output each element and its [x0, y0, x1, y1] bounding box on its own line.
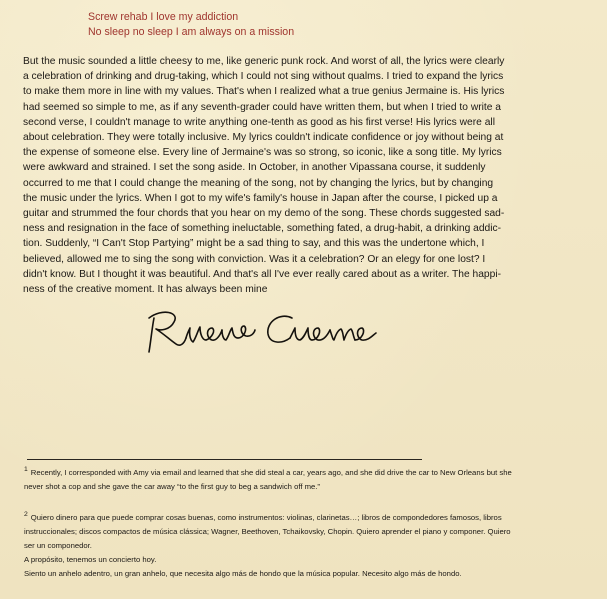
footnote-number: 2 — [24, 511, 28, 519]
footnote-text: Recently, I corresponded with Amy via email and learned that she did steal a car, years ago, and she did drive the car to New Orleans but she — [30, 468, 512, 477]
body-line: to make them more in line with my values. That's when I realized what a true genius Jermaine is. His lyrics — [23, 86, 505, 98]
body-paragraph — [23, 54, 598, 297]
body-line: ness and resignation in the face of something ineluctable, something fated, a drug-habit, a drinking addic- — [23, 223, 502, 235]
body-line: tion. Suddenly, “I Can't Stop Partying” might be a sad thing to say, and this was the undertone which, I — [23, 238, 485, 250]
footnote-line: ser un componedor. — [24, 541, 92, 550]
body-line: guitar and strummed the four chords that you hear on my demo of the song. These chords suggested sad- — [23, 208, 505, 220]
footnote-line: never shot a cop and she gave the car away “to the first guy to beg a sandwich off me.” — [24, 482, 320, 491]
footnote-line — [24, 466, 599, 480]
body-line: believed, allowed me to sing the song with conviction. Was it a celebration? Or an elegy for one lost? I — [23, 253, 486, 265]
footnote-line: Siento un anhelo adentro, un gran anhelo, que necesita algo más de hondo que la música popular. Necesito algo más de hondo. — [24, 569, 462, 578]
footnote-line — [24, 511, 599, 525]
body-line: second verse, I couldn't manage to write anything one-tenth as good as his first verse! His lyrics were all — [23, 116, 495, 128]
body-line: occurred to me that I could change the meaning of the song, not by changing the lyrics, but by changing — [23, 177, 494, 189]
body-line: had seemed so simple to me, as if any seventh-grader could have written them, but when I tried to write a — [23, 101, 502, 113]
handwritten-signature — [140, 300, 415, 360]
footnote-line: A propósito, tenemos un concierto hoy. — [24, 555, 157, 564]
body-line: were awkward and strained. I set the song aside. In October, in another Vipassana course, it suddenly — [23, 162, 486, 174]
lyrics-quote — [88, 10, 294, 40]
body-line: a celebration of drinking and drug-taking, which I could not sing without qualms. I tried to expand the lyrics — [23, 71, 504, 83]
lyric-line: No sleep no sleep I am always on a mission — [88, 26, 295, 38]
body-line: But the music sounded a little cheesy to me, like generic punk rock. And worst of all, the lyrics were clearly — [23, 56, 505, 67]
body-line: about celebration. They were totally inclusive. My lyrics couldn't indicate confidence or joy without being at — [23, 132, 504, 144]
footnote-text: Quiero dinero para que puede comprar cosas buenas, como instrumentos: violinas, clarinetas…; libros de compondedores famosos, libros — [30, 513, 502, 522]
footnote-1 — [24, 466, 599, 494]
body-line: the expense of someone else. Every line of Jermaine's was so strong, so iconic, like a song title. My lyrics — [23, 147, 502, 159]
lyric-line: Screw rehab I love my addiction — [88, 11, 239, 23]
body-line: ness of the creative moment. It has always been mine — [23, 284, 268, 296]
footnote-divider — [27, 459, 422, 460]
footnote-number: 1 — [24, 466, 28, 474]
footnote-line: instruccionales; discos compactos de música clássica; Wagner, Beethoven, Tchaikovsky, Chopin. Quiero aprender el piano y componer. Quiero — [24, 527, 511, 536]
body-line: the music under the lyrics. When I got to my wife's family's house in Japan after the course, I picked up a — [23, 192, 498, 204]
footnote-2 — [24, 511, 599, 581]
body-line: didn't know. But I thought it was beautiful. And that's all I've ever really cared about as a writer. The happi- — [23, 268, 502, 280]
